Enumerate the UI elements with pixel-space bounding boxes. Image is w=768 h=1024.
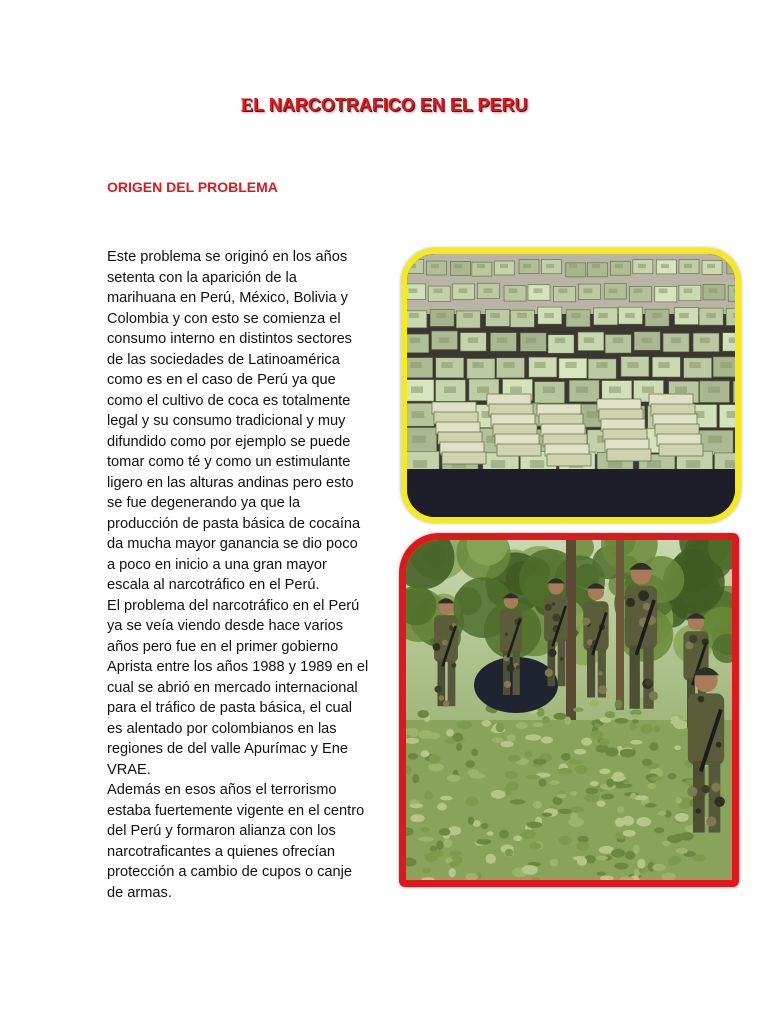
money-stacks-illustration [407, 254, 735, 517]
soldiers-illustration [406, 540, 732, 880]
title-drop-letter: E [240, 95, 254, 116]
paragraph-origin: Este problema se originó en los años setenta con la aparición de la marihuana en Perú, México, Bolivia y Colombia y con esto se comienza el consumo interno en distintos sectores de las sociedades de Latinoamérica como es en el caso de Perú ya que como el cultivo de coca es totalmente legal y su consumo tradicional y muy difundido como por ejemplo se puede tomar como té y como un estimulante ligero en las alturas andinas pero esto se fue degenerando ya que la producción de pasta básica de cocaína da mucha mayor ganancia se dio poco a poco en inicio a una gran mayor escala al narcotráfico en el Perú. [107, 249, 361, 593]
title-text: L NARCOTRAFICO EN EL PERU [253, 95, 528, 115]
page-title [0, 95, 768, 117]
body-text [107, 247, 369, 903]
soldiers-jungle-photo [399, 533, 739, 887]
paragraph-aprista: El problema del narcotráfico en el Perú ya se veía viendo desde hace varios años pero fue en el primer gobierno Aprista entre los años 1988 y 1989 en el cual se abrió en mercado internacional para el tráfico de pasta básica, el cual es alentado por colombianos en las regiones de del valle Apurímac y Ene VRAE. [107, 597, 369, 778]
section-heading: ORIGEN DEL PROBLEMA [107, 179, 278, 195]
money-stacks-photo [401, 248, 741, 523]
paragraph-terrorism: Además en esos años el terrorismo estaba fuertemente vigente en el centro del Perú y formaron alianza con los narcotraficantes a quienes ofrecían protección a cambio de cupos o canje de armas. [107, 782, 365, 901]
